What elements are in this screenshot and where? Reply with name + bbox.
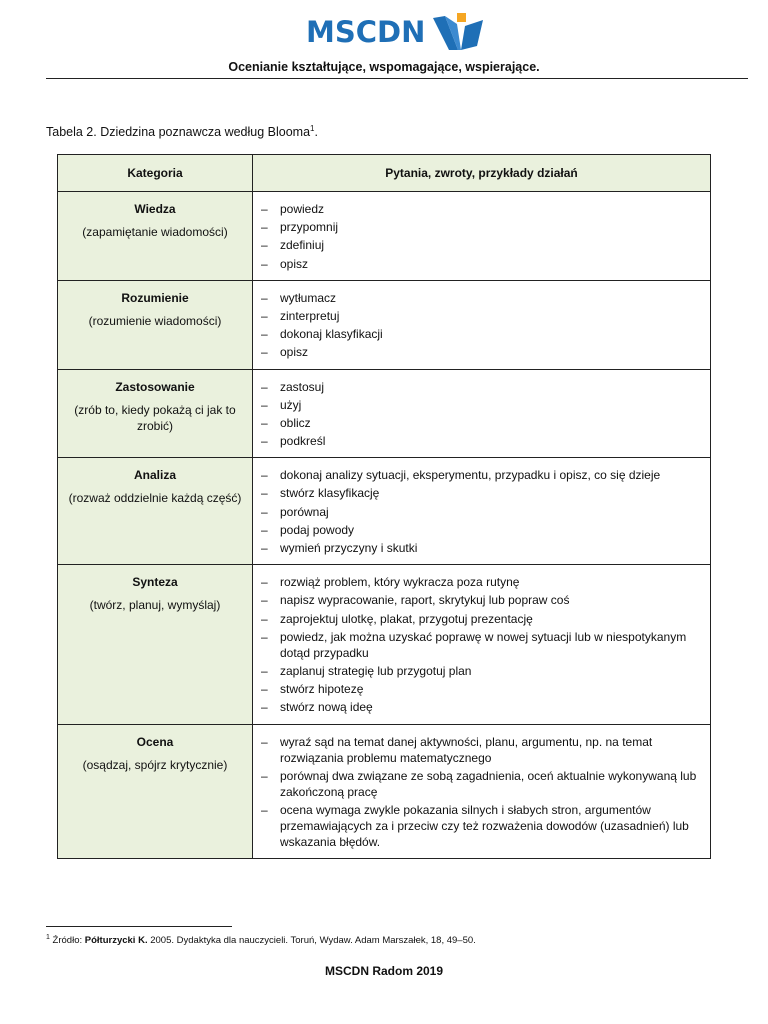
logo [306,10,485,54]
bloom-table [57,154,711,859]
category-cell [58,369,253,458]
table-body [58,192,711,859]
page-header [0,0,768,80]
footnote-divider [46,926,232,927]
list-item: – zdefiniuj [261,237,702,253]
list-item: – zastosuj [261,379,702,395]
list-item: – zaprojektuj ulotkę, plakat, przygotuj prezentację [261,611,702,627]
list-item: – stwórz klasyfikację [261,485,702,501]
list-item: – stwórz nową ideę [261,699,702,715]
category-name: Zastosowanie [115,379,195,394]
footnote [46,934,476,946]
table-row [58,724,711,859]
document-subtitle: Ocenianie kształtujące, wspomagające, wspierające. [228,60,540,74]
table-row [58,369,711,458]
column-header-examples: Pytania, zwroty, przykłady działań [253,155,711,192]
list-item: – opisz [261,344,702,360]
list-item: – ocena wymaga zwykle pokazania silnych i słabych stron, argumentów przemawiających za i przeciw czy też rozważenia dowodów (uzasadnień) lub wskazania błędów. [261,802,702,850]
category-cell [58,458,253,565]
category-description: (zrób to, kiedy pokażą ci jak to zrobić) [74,402,236,433]
list-item: – użyj [261,397,702,413]
examples-list [261,467,702,556]
list-item: – porównaj [261,504,702,520]
list-item: – przypomnij [261,219,702,235]
list-item: – dokonaj analizy sytuacji, eksperymentu, przypadku i opisz, co się dzieje [261,467,702,483]
category-description: (osądzaj, spójrz krytycznie) [82,757,228,772]
header-divider [46,78,748,79]
list-item: – stwórz hipotezę [261,681,702,697]
footnote-ref: 1 [310,124,315,133]
table-row [58,565,711,724]
table-row [58,458,711,565]
category-description: (rozważ oddzielnie każdą część) [68,491,242,506]
examples-list [261,201,702,272]
category-description: (rozumienie wiadomości) [88,313,222,328]
examples-cell [253,565,711,724]
examples-cell [253,280,711,369]
category-cell [58,280,253,369]
footnote-prefix: Źródło: [52,935,83,947]
list-item: – powiedz, jak można uzyskać poprawę w nowej sytuacji lub w niespotykanym dotąd przypadku [261,629,702,661]
table-row [58,192,711,281]
list-item: – porównaj dwa związane ze sobą zagadnienia, oceń aktualnie wykonywaną lub zakończoną pracę [261,768,702,800]
list-item: – rozwiąż problem, który wykracza poza rutynę [261,574,702,590]
list-item: – podaj powody [261,522,702,538]
examples-list [261,290,702,361]
category-description: (zapamiętanie wiadomości) [82,225,228,239]
logo-text: MSCDN [306,15,426,49]
category-description: (twórz, planuj, wymyślaj) [89,598,221,613]
footnote-author: Półturzycki K. [84,935,148,947]
open-book-icon [431,12,485,52]
category-name: Ocena [136,734,174,749]
table-row [58,280,711,369]
table-caption [46,124,318,139]
category-name: Synteza [132,575,178,590]
list-item: – wytłumacz [261,290,702,306]
list-item: – napisz wypracowanie, raport, skrytykuj lub popraw coś [261,592,702,608]
category-cell [58,192,253,281]
category-name: Analiza [133,468,176,483]
footnote-number: 1 [46,934,50,941]
table-header-row [58,155,711,192]
caption-end: . [314,125,318,140]
list-item: – wyraź sąd na temat danej aktywności, planu, argumentu, np. na temat rozwiązania problemu matematycznego [261,734,702,766]
examples-cell [253,724,711,859]
category-name: Wiedza [134,202,176,216]
examples-cell [253,458,711,565]
list-item: – zinterpretuj [261,308,702,324]
column-header-category: Kategoria [58,155,253,192]
category-cell [58,565,253,724]
examples-cell [253,369,711,458]
list-item: – dokonaj klasyfikacji [261,326,702,342]
list-item: – podkreśl [261,433,702,449]
category-name: Rozumienie [121,290,189,305]
list-item: – powiedz [261,201,702,217]
category-cell [58,724,253,859]
list-item: – opisz [261,256,702,272]
examples-cell [253,192,711,281]
footnote-rest: 2005. Dydaktyka dla nauczycieli. Toruń, Wydaw. Adam Marszałek, 18, 49–50. [150,935,476,947]
examples-list [261,379,702,450]
list-item: – oblicz [261,415,702,431]
caption-text: Tabela 2. Dziedzina poznawcza według Blooma [46,125,311,140]
examples-list [261,734,702,850]
page-footer: MSCDN Radom 2019 [324,964,444,978]
list-item: – zaplanuj strategię lub przygotuj plan [261,663,702,679]
list-item: – wymień przyczyny i skutki [261,540,702,556]
examples-list [261,574,702,715]
